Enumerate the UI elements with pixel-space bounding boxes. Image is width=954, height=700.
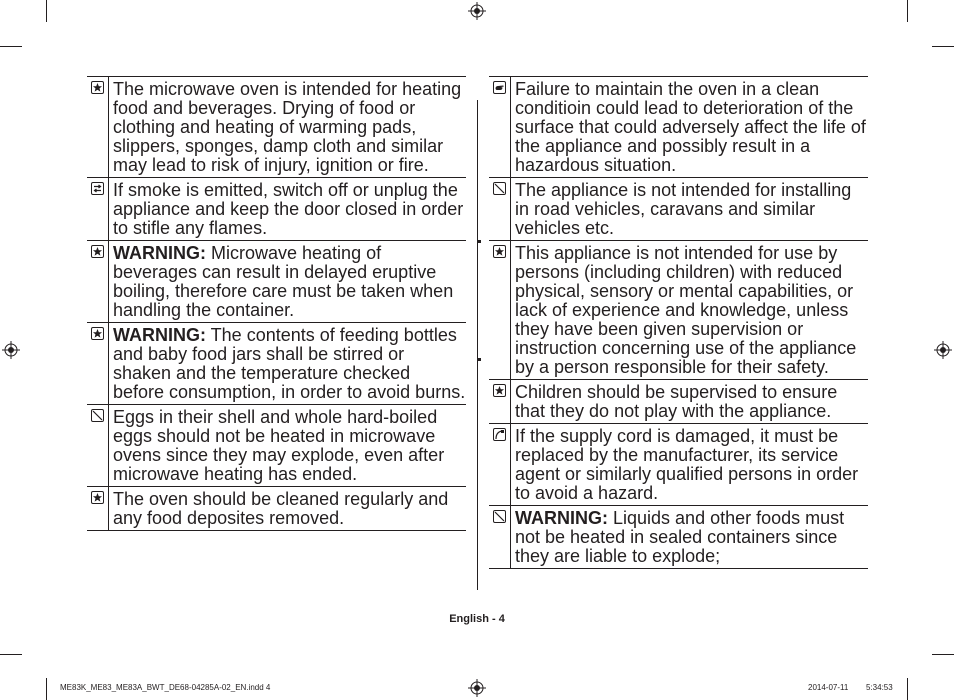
registration-mark-icon — [934, 341, 952, 359]
item-text: The oven should be cleaned regularly and any food deposites removed. — [113, 489, 449, 528]
star-icon — [493, 384, 506, 397]
registration-mark-icon — [468, 679, 486, 697]
list-item — [489, 424, 868, 506]
swap-icon — [91, 182, 104, 195]
crop-mark — [907, 0, 908, 22]
registration-mark-icon — [2, 341, 20, 359]
list-item — [87, 241, 466, 323]
star-icon — [493, 245, 506, 258]
list-item — [87, 487, 466, 531]
item-lead: WARNING: — [113, 243, 206, 263]
item-lead: WARNING: — [113, 325, 206, 345]
crop-mark — [0, 654, 22, 655]
crop-mark — [46, 678, 47, 700]
column-separator-dot — [478, 240, 481, 243]
prohibited-icon — [91, 409, 104, 422]
crop-mark — [907, 678, 908, 700]
page-number: English - 4 — [449, 613, 505, 625]
item-text: The microwave oven is intended for heating food and beverages. Drying of food or clothing and heating of warming pads, slippers, sponges, damp cloth and similar may lead to risk of injury, ignition or fire. — [113, 79, 462, 175]
item-text: Liquids and other foods must not be heated in sealed containers since they are liable to explode; — [515, 508, 845, 566]
crop-mark — [932, 654, 954, 655]
item-text: Children should be supervised to ensure that they do not play with the appliance. — [515, 382, 838, 421]
list-item — [489, 506, 868, 569]
prohibited-icon — [493, 510, 506, 523]
list-item — [87, 323, 466, 405]
cord-icon — [493, 428, 506, 441]
left-column — [87, 76, 466, 531]
item-text: Eggs in their shell and whole hard-boiled eggs should not be heated in microwave ovens since they may explode, even after microwave heating has ended. — [113, 407, 445, 484]
print-date: 2014-07-11 — [808, 683, 849, 692]
list-item — [87, 178, 466, 241]
list-item — [489, 178, 868, 241]
registration-mark-icon — [468, 2, 486, 20]
list-item — [87, 405, 466, 487]
file-name: ME83K_ME83_ME83A_BWT_DE68-04285A-02_EN.indd 4 — [60, 683, 271, 692]
column-separator-dot — [478, 358, 481, 361]
right-column — [489, 76, 868, 569]
print-time: 5:34:53 — [866, 683, 893, 692]
item-text: This appliance is not intended for use by persons (including children) with reduced physical, sensory or mental capabilities, or lack of experience and knowledge, unless they have been given supervision or instruction concerning use of the appliance by a person responsible for their safety. — [515, 243, 857, 377]
item-text: Microwave heating of beverages can result in delayed eruptive boiling, therefore care must be taken when handling the container. — [113, 243, 454, 320]
column-separator — [477, 100, 478, 590]
hand-icon — [493, 81, 506, 94]
item-text: Failure to maintain the oven in a clean conditioin could lead to deterioration of the surface that could adversely affect the life of the appliance and possibly result in a hazardous situation. — [515, 79, 866, 175]
star-icon — [91, 81, 104, 94]
item-text: If smoke is emitted, switch off or unplug the appliance and keep the door closed in order to stifle any flames. — [113, 180, 464, 238]
list-item — [87, 76, 466, 178]
item-text: The appliance is not intended for installing in road vehicles, caravans and similar vehicles etc. — [515, 180, 852, 238]
item-text: The contents of feeding bottles and baby food jars shall be stirred or shaken and the temperature checked before consumption, in order to avoid burns. — [113, 325, 466, 402]
star-icon — [91, 327, 104, 340]
item-lead: WARNING: — [515, 508, 608, 528]
star-icon — [91, 491, 104, 504]
star-icon — [91, 245, 104, 258]
item-text: If the supply cord is damaged, it must be replaced by the manufacturer, its service agent or similarly qualified persons in order to avoid a hazard. — [515, 426, 859, 503]
crop-mark — [932, 46, 954, 47]
prohibited-icon — [493, 182, 506, 195]
list-item — [489, 241, 868, 380]
crop-mark — [46, 0, 47, 22]
list-item — [489, 380, 868, 424]
crop-mark — [0, 46, 22, 47]
list-item — [489, 76, 868, 178]
